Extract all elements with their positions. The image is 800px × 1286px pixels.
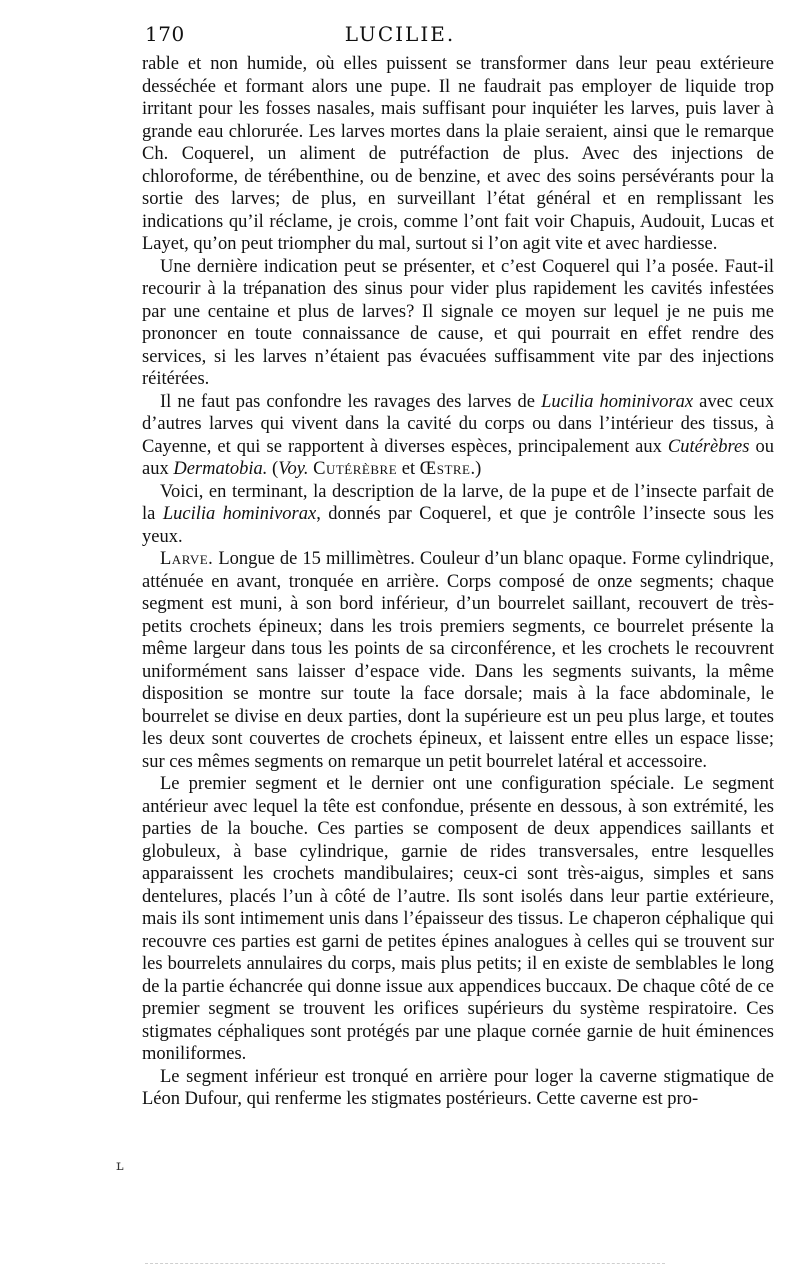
body-text — [142, 53, 774, 1111]
genus-name-italic: Cutérèbres — [667, 436, 750, 457]
text-segment: ( — [267, 459, 279, 479]
text-segment: ou aux — [142, 436, 775, 479]
running-title: LUCILIE. — [344, 22, 456, 46]
genus-name-italic: Dermatobia. — [173, 459, 268, 479]
paragraph-treatment-continued: rable et non humide, où elles puissent se transformer dans leur peau extérieure desséchée et formant alors une pupe. Il ne faudrait pas employer de liquide trop irritant pour les fosses nasales, mais suffisant pour inquiéter les larves, puis laver à grande eau chlorurée. Les larves mortes dans la plaie seraient, ainsi que le remarque Ch. Coquerel, un aliment de putréfaction de plus. Avec des injections de chloroforme, de térébenthine, ou de benzine, et avec des soins persévérants pour la sortie des larves; de plus, en surveillant l’état général et en remplissant les indications qu’il réclame, je crois, comme l’ont fait voir Chapuis, Audouit, Lucas et Layet, qu’on peut triompher du mal, surtout si l’on agit vite et avec hardiesse. — [142, 54, 774, 254]
paragraph-description-intro — [142, 481, 774, 549]
paragraph-confusion-warning — [142, 391, 774, 481]
species-name-italic: Lucilia hominivorax — [541, 391, 694, 412]
text-segment: Il ne faut pas confondre les ravages des larves de — [160, 391, 542, 412]
text-segment: .) — [470, 459, 482, 479]
paragraph-larva-description — [142, 548, 774, 773]
section-lead-larve: Larve. — [160, 549, 214, 569]
paragraph-trepanation: Une dernière indication peut se présenter, et c’est Coquerel qui l’a posée. Faut-il recourir à la trépanation des sinus pour vider plus rapidement les cavités infestées par une centaine et plus de larves? Il signale ce moyen sur lequel je ne puis me prononcer en toute connaissance de cause, et qui pourrait en effet rendre des services, si les larves n’étaient pas évacuées suffisamment vite par des injections réitérées. — [142, 256, 774, 389]
paragraph-last-segment: Le segment inférieur est tronqué en arrière pour loger la caverne stigmatique de Léon Dufour, qui renferme les stigmates postérieurs. Cette caverne est pro- — [142, 1066, 774, 1109]
cross-reference-entry: Œstre — [419, 459, 471, 479]
species-name-italic: Lucilia hominivorax — [162, 504, 317, 524]
footer-rule — [145, 1263, 665, 1264]
text-segment: avec ceux d’autres larves qui vivent dans la cavité du corps ou dans l’intérieur des tissus, à Cayenne, et qui se rapportent à diverses espèces, principalement aux — [142, 391, 774, 457]
cross-reference-voy: Voy. — [278, 459, 309, 479]
cross-reference-entry: Cutérèbre — [313, 459, 398, 479]
text-segment: et — [397, 459, 420, 479]
text-segment: Longue de 15 millimètres. Couleur d’un blanc opaque. Forme cylindrique, atténuée en avant, tronquée en arrière. Corps composé de onze segments; chaque segment est muni, à son bord inférieur, d’un bourrelet saillant, recouvert de très-petits crochets épineux; dans les trois premiers segments, ce bourrelet présente la même largeur dans tous les points de sa circonférence, et les crochets le recouvrent uniformément sans laisser d’espace vide. Dans les segments suivants, la même disposition se montre sur toute la face dorsale; mais à la face abdominale, le bourrelet se divise en deux parties, dont la supérieure est un peu plus large, et toutes les deux sont couvertes de crochets épineux, et laissent entre elles un espace lisse; sur ces mêmes segments on remarque un petit bourrelet latéral et accessoire. — [142, 549, 774, 772]
paragraph-first-segment: Le premier segment et le dernier ont une configuration spéciale. Le segment antérieur avec lequel la tête est confondue, présente en dessous, à son extrémité, les parties de la bouche. Ces parties se composent de deux appendices saillants et globuleux, à base cylindrique, garnie de rides transversales, entre lesquelles apparaissent les crochets mandibulaires; ceux-ci sont très-aigus, simples et sans dentelures, placés l’un à côté de l’autre. Ils sont isolés dans leur partie extérieure, mais ils sont intimement unis dans l’épaisseur des tissus. Le chaperon céphalique qui recouvre ces parties est garni de petites épines analogues à celles qui se trouvent sur les bourrelets annulaires du corps, mais plus petits; il en existe de semblables le long de la partie échancrée qui donne issue aux appendices buccaux. De chaque côté de ce premier segment se trouvent les orifices supérieurs du système respiratoire. Ces stigmates céphaliques sont protégés par une plaque cornée garnie de huit éminences moniliformes. — [142, 774, 774, 1064]
text-segment: Voici, en terminant, la description de la larve, de la pupe et de l’insecte parfait de la — [142, 481, 774, 524]
page-number: 170 — [145, 22, 185, 46]
text-segment: , donnés par Coquerel, et que je contrôle l’insecte sous les yeux. — [142, 504, 774, 547]
running-head — [0, 0, 800, 52]
margin-mark: ʟ — [116, 1158, 124, 1174]
